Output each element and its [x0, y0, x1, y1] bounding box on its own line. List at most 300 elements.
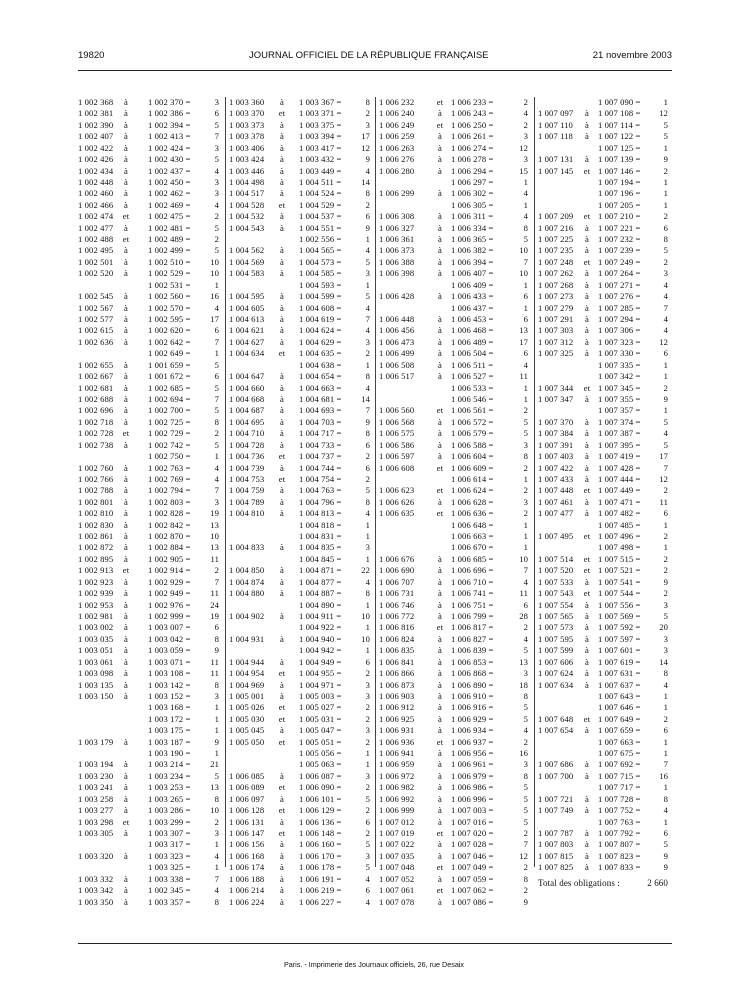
range-start: 1 002 981	[78, 610, 114, 621]
range-end: 1 004 911 =	[299, 610, 342, 621]
range-start: 1 006 188	[229, 873, 265, 884]
range-start: 1 002 460	[78, 188, 114, 199]
table-row	[379, 851, 534, 862]
count: 17	[519, 336, 528, 347]
range-end: 1 004 703 =	[299, 416, 342, 427]
range-start: 1 003 370	[229, 108, 265, 119]
connector: à	[438, 245, 442, 256]
connector: à	[280, 816, 284, 827]
count: 4	[663, 325, 668, 336]
connector: à	[124, 599, 128, 610]
range-end: 1 006 311 =	[451, 211, 494, 222]
connector: à	[438, 451, 442, 462]
table-row	[538, 577, 672, 588]
range-end: 1 007 496 =	[598, 531, 641, 542]
connector: à	[124, 782, 128, 793]
connector: à	[280, 725, 284, 736]
table-row	[229, 211, 375, 222]
count: 5	[365, 793, 370, 804]
table-row	[538, 348, 672, 359]
range-end: 1 002 531 =	[148, 279, 191, 290]
range-end: 1 004 813 =	[299, 508, 342, 519]
connector: à	[438, 748, 442, 759]
table-row	[379, 634, 534, 645]
range-end: 1 003 286 =	[148, 805, 191, 816]
count: 4	[523, 211, 528, 222]
table-row	[379, 839, 534, 850]
count: 5	[214, 154, 219, 165]
table-row	[538, 714, 672, 725]
table-row	[538, 565, 672, 576]
table-row	[78, 737, 225, 748]
count: 1	[523, 393, 528, 404]
range-start: 1 007 048	[379, 862, 415, 873]
range-end: 1 003 214 =	[148, 759, 191, 770]
table-row	[538, 771, 672, 782]
table-row	[78, 805, 225, 816]
connector: à	[438, 142, 442, 153]
range-start: 1 007 344	[538, 382, 574, 393]
table-row	[78, 714, 225, 725]
connector: à	[438, 896, 442, 907]
column-1	[78, 97, 225, 907]
range-start: 1 004 634	[229, 348, 265, 359]
range-start: 1 002 501	[78, 256, 114, 267]
table-row	[229, 200, 375, 211]
connector: à	[438, 268, 442, 279]
range-start: 1 002 760	[78, 462, 114, 473]
column-divider	[534, 97, 535, 867]
count: 6	[663, 725, 668, 736]
range-end: 1 004 845 =	[299, 553, 342, 564]
count: 1	[214, 702, 219, 713]
table-row	[78, 634, 225, 645]
range-start: 1 007 686	[538, 759, 574, 770]
range-start: 1 006 214	[229, 885, 265, 896]
range-end: 1 002 694 =	[148, 393, 191, 404]
connector: et	[583, 485, 591, 496]
range-end: 1 006 741 =	[451, 588, 494, 599]
count: 8	[365, 188, 370, 199]
range-start: 1 004 595	[229, 291, 265, 302]
range-start: 1 007 749	[538, 805, 574, 816]
table-row	[538, 440, 672, 451]
table-row	[538, 131, 672, 142]
connector: à	[438, 359, 442, 370]
range-start: 1 006 147	[229, 828, 265, 838]
table-row	[78, 200, 225, 211]
connector: à	[438, 416, 442, 427]
connector: et	[436, 508, 444, 519]
range-start: 1 006 941	[379, 748, 415, 759]
table-row	[78, 120, 225, 131]
connector: à	[438, 633, 442, 644]
count: 5	[663, 416, 668, 427]
range-end: 1 003 190 =	[148, 748, 191, 759]
table-row	[229, 428, 375, 439]
range-end: 1 002 976 =	[148, 599, 191, 610]
range-end: 1 002 529 =	[148, 268, 191, 279]
count: 4	[365, 382, 370, 393]
range-end: 1 004 585 =	[299, 268, 342, 279]
count: 5	[365, 862, 370, 873]
table-row	[229, 874, 375, 885]
table-row	[78, 405, 225, 416]
count: 8	[523, 451, 528, 462]
range-end: 1 002 729 =	[148, 428, 191, 439]
range-end: 1 006 579 =	[451, 428, 494, 439]
count: 3	[523, 496, 528, 507]
range-end: 1 007 330 =	[598, 348, 641, 359]
count: 2	[663, 565, 668, 576]
table-row	[78, 280, 225, 291]
table-row	[78, 885, 225, 896]
table-row	[78, 565, 225, 576]
table-row	[538, 782, 672, 793]
range-end: 1 007 062 =	[451, 885, 494, 896]
table-row	[78, 771, 225, 782]
table-row	[379, 817, 534, 828]
range-end: 1 004 942 =	[299, 645, 342, 656]
connector: à	[438, 336, 442, 347]
table-row	[538, 280, 672, 291]
count: 5	[523, 416, 528, 427]
table-row	[538, 497, 672, 508]
range-end: 1 007 264 =	[598, 268, 641, 279]
table-row	[538, 474, 672, 485]
range-start: 1 007 573	[538, 622, 574, 633]
connector: à	[124, 119, 128, 130]
connector: à	[124, 154, 128, 165]
table-row	[538, 725, 672, 736]
range-start: 1 002 667	[78, 371, 114, 382]
count: 1	[663, 142, 668, 153]
range-start: 1 006 508	[379, 359, 415, 370]
table-row	[229, 303, 375, 314]
range-start: 1 007 495	[538, 531, 574, 542]
table-row	[78, 154, 225, 165]
range-end: 1 002 469 =	[148, 199, 191, 210]
table-row	[229, 782, 375, 793]
range-end: 1 006 191 =	[299, 873, 342, 884]
count: 1	[214, 451, 219, 462]
table-row	[229, 565, 375, 576]
table-row	[229, 234, 375, 245]
range-start: 1 004 789	[229, 496, 265, 507]
range-start: 1 002 615	[78, 325, 114, 336]
count: 6	[663, 828, 668, 838]
count: 5	[523, 713, 528, 724]
count: 7	[214, 485, 219, 496]
range-end: 1 004 871 =	[299, 565, 342, 576]
table-row	[229, 554, 375, 565]
connector: à	[124, 473, 128, 484]
count: 8	[214, 793, 219, 804]
range-end: 1 007 221 =	[598, 222, 641, 233]
range-start: 1 007 268	[538, 279, 574, 290]
range-start: 1 007 624	[538, 668, 574, 679]
column-4	[538, 97, 672, 888]
table-row	[538, 702, 672, 713]
count: 4	[523, 633, 528, 644]
range-end: 1 002 370 =	[148, 97, 191, 107]
range-end: 1 006 961 =	[451, 759, 494, 770]
table-row	[78, 657, 225, 668]
count: 8	[523, 770, 528, 781]
range-end: 1 007 345 =	[598, 382, 641, 393]
count: 4	[663, 314, 668, 325]
connector: à	[438, 805, 442, 816]
range-start: 1 003 277	[78, 805, 114, 816]
count: 8	[214, 633, 219, 644]
count: 5	[523, 805, 528, 816]
connector: à	[280, 542, 284, 553]
connector: à	[124, 850, 128, 861]
range-end: 1 007 728 =	[598, 793, 641, 804]
connector: à	[438, 211, 442, 222]
table-row	[78, 383, 225, 394]
range-end: 1 002 763 =	[148, 462, 191, 473]
table-row	[78, 748, 225, 759]
connector: à	[280, 291, 284, 302]
count: 7	[663, 302, 668, 313]
range-end: 1 004 593 =	[299, 279, 342, 290]
range-end: 1 004 529 =	[299, 199, 342, 210]
connector: à	[438, 599, 442, 610]
table-row	[538, 805, 672, 816]
range-end: 1 007 592 =	[598, 622, 641, 633]
range-end: 1 002 742 =	[148, 439, 191, 450]
table-row	[538, 234, 672, 245]
table-row	[379, 143, 534, 154]
range-end: 1 002 905 =	[148, 553, 191, 564]
table-row	[78, 131, 225, 142]
count: 5	[214, 119, 219, 130]
connector: à	[585, 268, 589, 279]
count: 2	[523, 828, 528, 838]
count: 7	[663, 759, 668, 770]
range-end: 1 006 274 =	[451, 142, 494, 153]
range-end: 1 004 971 =	[299, 679, 342, 690]
count: 5	[214, 405, 219, 416]
connector: à	[124, 885, 128, 896]
connector: à	[585, 291, 589, 302]
connector: à	[280, 576, 284, 587]
range-start: 1 004 562	[229, 245, 265, 256]
count: 6	[365, 885, 370, 896]
range-end: 1 007 323 =	[598, 336, 641, 347]
count: 9	[214, 645, 219, 656]
table-row	[379, 314, 534, 325]
count: 18	[519, 679, 528, 690]
count: 9	[663, 862, 668, 873]
connector: à	[124, 668, 128, 679]
range-end: 1 007 449 =	[598, 485, 641, 496]
range-end: 1 006 170 =	[299, 850, 342, 861]
connector: à	[280, 119, 284, 130]
connector: à	[438, 348, 442, 359]
count: 2	[523, 405, 528, 416]
range-end: 1 007 521 =	[598, 565, 641, 576]
count: 12	[659, 108, 668, 119]
range-end: 1 006 937 =	[451, 736, 494, 747]
table-row	[78, 303, 225, 314]
table-row	[78, 897, 225, 908]
connector: à	[280, 222, 284, 233]
count: 1	[663, 782, 668, 793]
connector: à	[585, 428, 589, 439]
range-start: 1 006 903	[379, 690, 415, 701]
range-end: 1 007 294 =	[598, 314, 641, 325]
count: 4	[663, 279, 668, 290]
range-end: 1 006 334 =	[451, 222, 494, 233]
table-row	[538, 257, 672, 268]
range-start: 1 002 953	[78, 599, 114, 610]
table-row	[229, 759, 375, 770]
table-row	[78, 463, 225, 474]
table-row	[78, 257, 225, 268]
range-end: 1 002 949 =	[148, 588, 191, 599]
range-start: 1 003 373	[229, 119, 265, 130]
range-start: 1 006 276	[379, 154, 415, 165]
table-row	[229, 143, 375, 154]
count: 3	[365, 770, 370, 781]
connector: à	[124, 770, 128, 781]
range-end: 1 006 297 =	[451, 176, 494, 187]
connector: à	[438, 679, 442, 690]
range-end: 1 004 619 =	[299, 314, 342, 325]
count: 1	[663, 542, 668, 553]
connector: à	[124, 576, 128, 587]
table-row	[379, 417, 534, 428]
count: 3	[523, 131, 528, 142]
range-start: 1 002 390	[78, 119, 114, 130]
range-end: 1 005 056 =	[299, 748, 342, 759]
range-end: 1 007 646 =	[598, 702, 641, 713]
table-row	[229, 97, 375, 108]
range-start: 1 002 861	[78, 531, 114, 542]
count: 6	[365, 462, 370, 473]
connector: à	[438, 782, 442, 793]
connector: à	[438, 222, 442, 233]
count: 2	[365, 199, 370, 210]
range-start: 1 006 327	[379, 222, 415, 233]
range-end: 1 007 649 =	[598, 713, 641, 724]
range-start: 1 002 696	[78, 405, 114, 416]
table-row	[538, 657, 672, 668]
range-end: 1 003 007 =	[148, 622, 191, 633]
range-end: 1 003 338 =	[148, 873, 191, 884]
count: 9	[663, 154, 668, 165]
count: 1	[663, 188, 668, 199]
count: 2	[523, 508, 528, 519]
count: 4	[214, 302, 219, 313]
range-end: 1 006 437 =	[451, 302, 494, 313]
table-row	[78, 314, 225, 325]
count: 3	[365, 119, 370, 130]
connector: à	[124, 496, 128, 507]
count: 1	[663, 359, 668, 370]
count: 6	[365, 816, 370, 827]
range-start: 1 002 567	[78, 302, 114, 313]
table-row	[379, 588, 534, 599]
range-start: 1 004 833	[229, 542, 265, 553]
connector: à	[124, 382, 128, 393]
connector: et	[583, 553, 591, 564]
connector: à	[280, 142, 284, 153]
range-end: 1 006 614 =	[451, 473, 494, 484]
table-row	[379, 337, 534, 348]
connector: et	[278, 348, 286, 359]
table-row	[78, 371, 225, 382]
count: 4	[365, 245, 370, 256]
range-end: 1 003 142 =	[148, 679, 191, 690]
range-start: 1 006 936	[379, 736, 415, 747]
range-end: 1 004 796 =	[299, 496, 342, 507]
range-end: 1 006 261 =	[451, 131, 494, 142]
range-start: 1 006 560	[379, 405, 415, 416]
range-start: 1 002 718	[78, 416, 114, 427]
connector: et	[278, 805, 286, 816]
count: 2	[365, 782, 370, 793]
connector: à	[585, 462, 589, 473]
count: 1	[523, 519, 528, 530]
page-header	[78, 50, 672, 64]
range-start: 1 007 803	[538, 839, 574, 850]
range-start: 1 004 687	[229, 405, 265, 416]
range-end: 1 003 432 =	[299, 154, 342, 165]
range-start: 1 006 999	[379, 805, 415, 816]
count: 7	[214, 131, 219, 142]
table-row	[379, 394, 534, 405]
count: 3	[214, 828, 219, 838]
range-end: 1 007 675 =	[598, 748, 641, 759]
count: 1	[523, 199, 528, 210]
connector: à	[280, 633, 284, 644]
table-row	[229, 223, 375, 234]
table-row	[538, 97, 672, 108]
table-row	[229, 497, 375, 508]
count: 1	[523, 279, 528, 290]
range-start: 1 004 695	[229, 416, 265, 427]
table-row	[379, 759, 534, 770]
connector: à	[124, 679, 128, 690]
range-start: 1 006 982	[379, 782, 415, 793]
connector: et	[436, 485, 444, 496]
table-row	[379, 737, 534, 748]
range-start: 1 007 825	[538, 862, 574, 873]
table-row	[229, 839, 375, 850]
connector: à	[280, 770, 284, 781]
range-start: 1 002 766	[78, 473, 114, 484]
count: 3	[663, 633, 668, 644]
count: 1	[663, 405, 668, 416]
table-row	[78, 645, 225, 656]
range-end: 1 004 955 =	[299, 668, 342, 679]
count: 12	[519, 850, 528, 861]
range-end: 1 007 498 =	[598, 542, 641, 553]
connector: à	[124, 793, 128, 804]
range-end: 1 004 635 =	[299, 348, 342, 359]
table-row	[379, 520, 534, 531]
range-end: 1 006 628 =	[451, 496, 494, 507]
connector: à	[280, 896, 284, 907]
range-end: 1 006 956 =	[451, 748, 494, 759]
count: 5	[214, 359, 219, 370]
table-row	[229, 417, 375, 428]
range-start: 1 004 902	[229, 610, 265, 621]
range-end: 1 007 139 =	[598, 154, 641, 165]
